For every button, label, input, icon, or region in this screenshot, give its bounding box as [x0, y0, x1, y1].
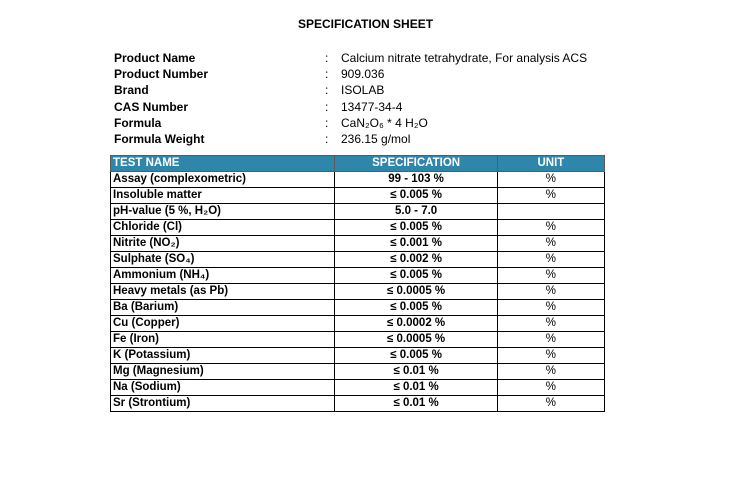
unit-cell: % [497, 252, 604, 268]
specification-cell: ≤ 0.005 % [335, 268, 497, 284]
specification-table [110, 155, 605, 412]
unit-cell: % [497, 348, 604, 364]
test-name-cell: Ammonium (NH₄) [111, 268, 335, 284]
separator: : [325, 115, 329, 130]
specification-cell: 99 - 103 % [335, 172, 497, 188]
test-name-cell: Fe (Iron) [111, 332, 335, 348]
test-name-cell: Cu (Copper) [111, 316, 335, 332]
table-row [111, 396, 605, 412]
specification-cell: ≤ 0.002 % [335, 252, 497, 268]
test-name-cell: Insoluble matter [111, 188, 335, 204]
table-row [111, 236, 605, 252]
specification-cell: ≤ 0.005 % [335, 220, 497, 236]
specification-cell: ≤ 0.01 % [335, 364, 497, 380]
table-header-row [111, 156, 605, 172]
product-number-value: 909.036 [341, 67, 385, 82]
specification-cell: ≤ 0.0002 % [335, 316, 497, 332]
page-title: SPECIFICATION SHEET [297, 17, 434, 31]
separator: : [325, 83, 329, 98]
separator: : [325, 99, 329, 114]
brand-value: ISOLAB [341, 83, 385, 98]
product-number-row [114, 66, 614, 82]
table-row [111, 380, 605, 396]
specification-cell: ≤ 0.01 % [335, 380, 497, 396]
unit-cell: % [497, 268, 604, 284]
product-name-value: Calcium nitrate tetrahydrate, For analysis ACS [341, 51, 588, 66]
unit-cell [497, 204, 604, 220]
test-name-cell: Sulphate (SO₄) [111, 252, 335, 268]
unit-cell: % [497, 172, 604, 188]
unit-cell: % [497, 316, 604, 332]
unit-cell: % [497, 364, 604, 380]
test-name-cell: Assay (complexometric) [111, 172, 335, 188]
product-number-label: Product Number [114, 67, 209, 82]
test-name-cell: Sr (Strontium) [111, 396, 335, 412]
table-row [111, 316, 605, 332]
table-row [111, 220, 605, 236]
table-row [111, 364, 605, 380]
unit-cell: % [497, 396, 604, 412]
table-row [111, 284, 605, 300]
product-name-row [114, 50, 614, 66]
unit-cell: % [497, 236, 604, 252]
test-name-cell: Mg (Magnesium) [111, 364, 335, 380]
table-row [111, 268, 605, 284]
unit-cell: % [497, 332, 604, 348]
test-name-cell: pH-value (5 %, H₂O) [111, 204, 335, 220]
specification-cell: 5.0 - 7.0 [335, 204, 497, 220]
table-row [111, 332, 605, 348]
product-info [114, 50, 614, 147]
cas-number-label: CAS Number [114, 99, 189, 114]
formula-weight-value: 236.15 g/mol [341, 132, 411, 147]
table-row [111, 204, 605, 220]
formula-weight-row [114, 131, 614, 147]
brand-row [114, 82, 614, 98]
cas-number-value: 13477-34-4 [341, 99, 403, 114]
test-name-cell: Na (Sodium) [111, 380, 335, 396]
specification-cell: ≤ 0.005 % [335, 348, 497, 364]
test-name-cell: Nitrite (NO₂) [111, 236, 335, 252]
specification-cell: ≤ 0.01 % [335, 396, 497, 412]
unit-cell: % [497, 300, 604, 316]
specification-cell: ≤ 0.0005 % [335, 284, 497, 300]
test-name-cell: K (Potassium) [111, 348, 335, 364]
formula-row [114, 115, 614, 131]
product-name-label: Product Name [114, 51, 196, 66]
cas-number-row [114, 99, 614, 115]
table-row [111, 252, 605, 268]
test-name-cell: Ba (Barium) [111, 300, 335, 316]
formula-value: CaN₂O₆ * 4 H₂O [341, 115, 428, 130]
separator: : [325, 51, 329, 66]
specification-cell: ≤ 0.001 % [335, 236, 497, 252]
unit-cell: % [497, 380, 604, 396]
unit-cell: % [497, 284, 604, 300]
header-unit: UNIT [497, 156, 604, 172]
table-row [111, 172, 605, 188]
table-row [111, 348, 605, 364]
specification-cell: ≤ 0.005 % [335, 300, 497, 316]
table-row [111, 300, 605, 316]
header-specification: SPECIFICATION [335, 156, 497, 172]
header-test-name: TEST NAME [111, 156, 335, 172]
unit-cell: % [497, 220, 604, 236]
separator: : [325, 132, 329, 147]
test-name-cell: Chloride (Cl) [111, 220, 335, 236]
specification-cell: ≤ 0.0005 % [335, 332, 497, 348]
specification-cell: ≤ 0.005 % [335, 188, 497, 204]
separator: : [325, 67, 329, 82]
brand-label: Brand [114, 83, 149, 98]
test-name-cell: Heavy metals (as Pb) [111, 284, 335, 300]
formula-weight-label: Formula Weight [114, 132, 205, 147]
formula-label: Formula [114, 115, 162, 130]
table-row [111, 188, 605, 204]
unit-cell: % [497, 188, 604, 204]
